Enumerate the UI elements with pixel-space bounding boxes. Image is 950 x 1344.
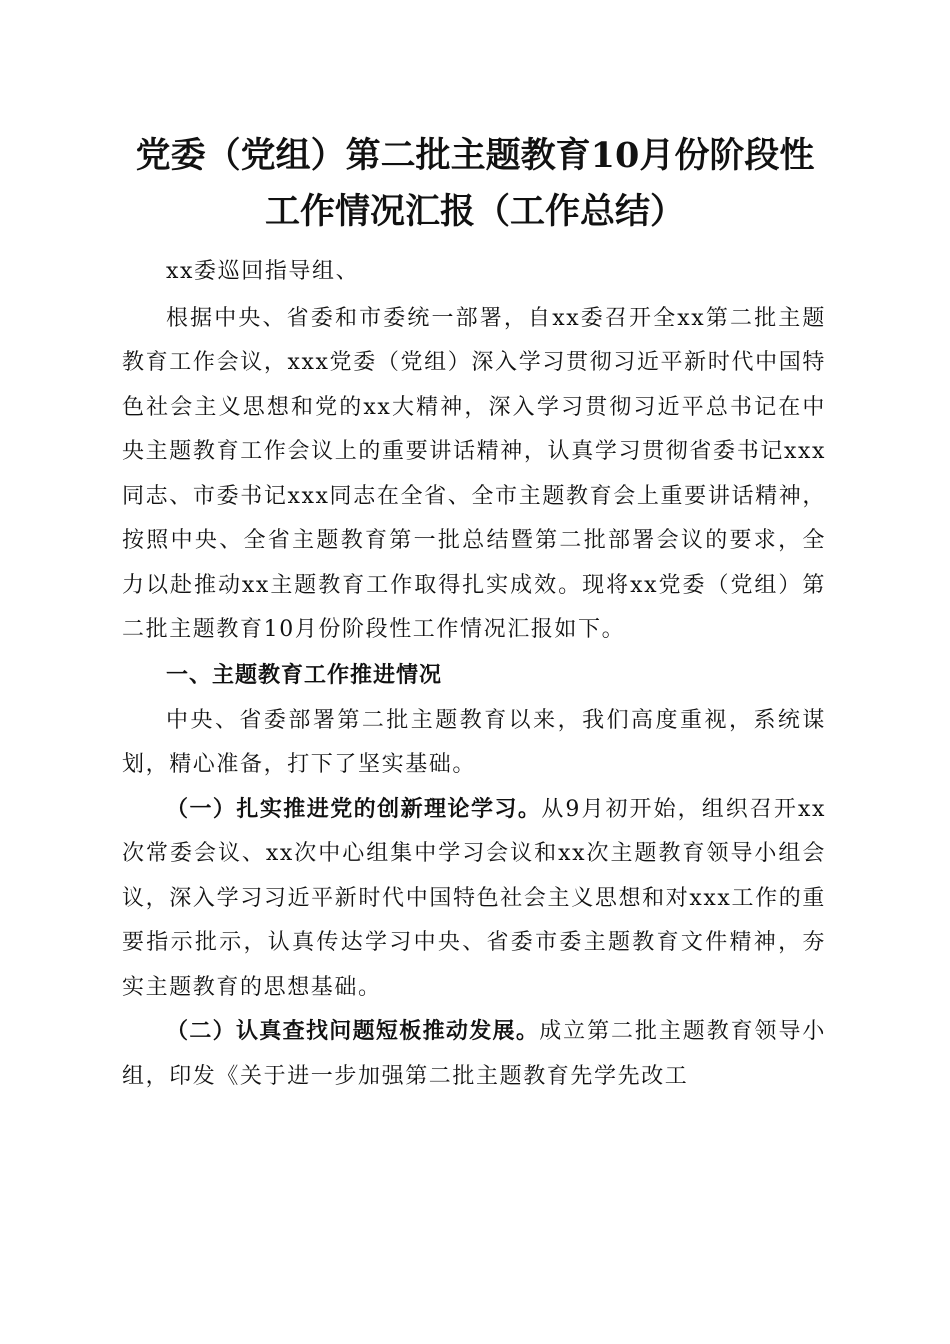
title-line-1: 党委（党组）第二批主题教育10月份阶段性 [135, 135, 815, 176]
item-2-body: 成立第二批主题教育领导小组，印发《关于进一步加强第二批主题教育先学先改工 [122, 1019, 826, 1089]
section-1-paragraph: 中央、省委部署第二批主题教育以来，我们高度重视，系统谋划，精心准备，打下了坚实基础。 [122, 707, 826, 777]
item-2-paragraph [122, 1010, 826, 1099]
intro-paragraph: 根据中央、省委和市委统一部署，自xx委召开全xx第二批主题教育工作会议，xxx党委（党组）深入学习贯彻习近平新时代中国特色社会主义思想和党的xx大精神，深入学习贯彻习近平总书记在中央主题教育工作会议上的重要讲话精神，认真学习贯彻省委书记xxx同志、市委书记xxx同志在全省、全市主题教育会上重要讲话精神，按照中央、全省主题教育第一批总结暨第二批部署会议的要求，全力以赴推动xx主题教育工作取得扎实成效。现将xx党委（党组）第二批主题教育10月份阶段性工作情况汇报如下。 [122, 305, 826, 642]
item-2-heading: （二）认真查找问题短板推动发展。 [166, 1019, 540, 1044]
item-1-paragraph [122, 788, 826, 1011]
item-1-body: 从9月初开始，组织召开xx次常委会议、xx次中心组集中学习会议和xx次主题教育领导小组会议，深入学习习近平新时代中国特色社会主义思想和对xxx工作的重要指示批示，认真传达学习中央、省委市委主题教育文件精神，夯实主题教育的思想基础。 [122, 796, 826, 1000]
item-1-heading: （一）扎实推进党的创新理论学习。 [166, 796, 542, 822]
document-body [122, 250, 826, 1099]
salutation: xx委巡回指导组、 [166, 259, 360, 284]
title-line-2: 工作情况汇报（工作总结） [264, 191, 685, 232]
section-1-heading: 一、主题教育工作推进情况 [166, 662, 443, 688]
document-title [100, 128, 850, 240]
